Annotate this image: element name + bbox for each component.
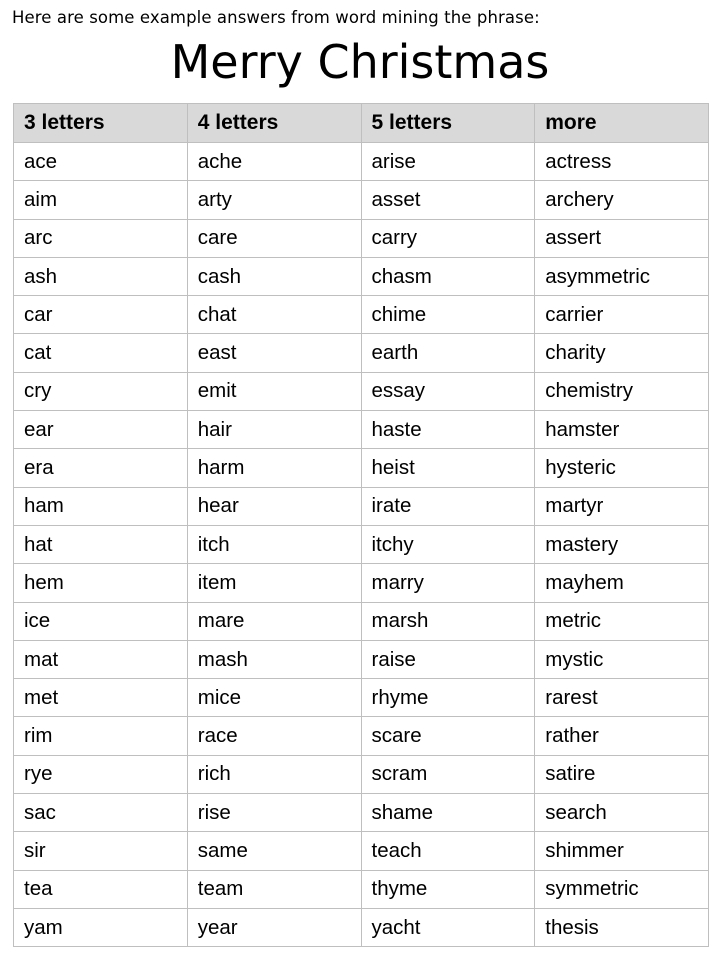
cell-longer-word: martyr <box>535 487 709 525</box>
table-row <box>14 449 709 487</box>
cell-3-letter-word: hem <box>14 564 188 602</box>
cell-5-letter-word: rhyme <box>361 679 535 717</box>
intro-text: Here are some example answers from word mining the phrase: <box>12 8 540 27</box>
cell-longer-word: carrier <box>535 296 709 334</box>
cell-5-letter-word: yacht <box>361 908 535 946</box>
cell-4-letter-word: chat <box>187 296 361 334</box>
cell-4-letter-word: cash <box>187 257 361 295</box>
table-row <box>14 411 709 449</box>
cell-4-letter-word: rise <box>187 794 361 832</box>
cell-longer-word: metric <box>535 602 709 640</box>
cell-longer-word: mastery <box>535 525 709 563</box>
column-header-3-letters: 3 letters <box>14 104 188 143</box>
table-body <box>14 143 709 947</box>
table-row <box>14 296 709 334</box>
table-row <box>14 832 709 870</box>
cell-5-letter-word: carry <box>361 219 535 257</box>
cell-4-letter-word: rich <box>187 755 361 793</box>
cell-4-letter-word: same <box>187 832 361 870</box>
cell-longer-word: thesis <box>535 908 709 946</box>
table-row <box>14 870 709 908</box>
cell-4-letter-word: hear <box>187 487 361 525</box>
cell-4-letter-word: mice <box>187 679 361 717</box>
cell-longer-word: satire <box>535 755 709 793</box>
cell-5-letter-word: scram <box>361 755 535 793</box>
cell-5-letter-word: raise <box>361 640 535 678</box>
cell-3-letter-word: ash <box>14 257 188 295</box>
cell-5-letter-word: chime <box>361 296 535 334</box>
cell-5-letter-word: marry <box>361 564 535 602</box>
column-header-4-letters: 4 letters <box>187 104 361 143</box>
cell-longer-word: rather <box>535 717 709 755</box>
cell-5-letter-word: arise <box>361 143 535 181</box>
cell-3-letter-word: ace <box>14 143 188 181</box>
cell-3-letter-word: ice <box>14 602 188 640</box>
cell-longer-word: charity <box>535 334 709 372</box>
cell-3-letter-word: rye <box>14 755 188 793</box>
cell-3-letter-word: sir <box>14 832 188 870</box>
table-row <box>14 219 709 257</box>
table-row <box>14 602 709 640</box>
cell-4-letter-word: hair <box>187 411 361 449</box>
cell-4-letter-word: ache <box>187 143 361 181</box>
table-row <box>14 640 709 678</box>
cell-5-letter-word: scare <box>361 717 535 755</box>
cell-longer-word: hamster <box>535 411 709 449</box>
cell-5-letter-word: marsh <box>361 602 535 640</box>
cell-5-letter-word: chasm <box>361 257 535 295</box>
cell-5-letter-word: teach <box>361 832 535 870</box>
cell-longer-word: mystic <box>535 640 709 678</box>
cell-5-letter-word: shame <box>361 794 535 832</box>
cell-longer-word: archery <box>535 181 709 219</box>
cell-4-letter-word: care <box>187 219 361 257</box>
cell-longer-word: assert <box>535 219 709 257</box>
cell-longer-word: rarest <box>535 679 709 717</box>
table-row <box>14 679 709 717</box>
table-row <box>14 487 709 525</box>
table-row <box>14 372 709 410</box>
cell-3-letter-word: met <box>14 679 188 717</box>
cell-3-letter-word: ham <box>14 487 188 525</box>
table-row <box>14 525 709 563</box>
cell-4-letter-word: mash <box>187 640 361 678</box>
cell-4-letter-word: team <box>187 870 361 908</box>
cell-3-letter-word: arc <box>14 219 188 257</box>
table-row <box>14 181 709 219</box>
cell-4-letter-word: emit <box>187 372 361 410</box>
cell-3-letter-word: car <box>14 296 188 334</box>
cell-longer-word: search <box>535 794 709 832</box>
cell-5-letter-word: earth <box>361 334 535 372</box>
cell-longer-word: symmetric <box>535 870 709 908</box>
cell-5-letter-word: asset <box>361 181 535 219</box>
cell-3-letter-word: sac <box>14 794 188 832</box>
cell-3-letter-word: cat <box>14 334 188 372</box>
cell-5-letter-word: heist <box>361 449 535 487</box>
cell-3-letter-word: tea <box>14 870 188 908</box>
table-row <box>14 794 709 832</box>
table-row <box>14 334 709 372</box>
cell-5-letter-word: irate <box>361 487 535 525</box>
table-row <box>14 717 709 755</box>
cell-4-letter-word: item <box>187 564 361 602</box>
cell-5-letter-word: thyme <box>361 870 535 908</box>
cell-3-letter-word: hat <box>14 525 188 563</box>
cell-4-letter-word: mare <box>187 602 361 640</box>
cell-4-letter-word: east <box>187 334 361 372</box>
cell-3-letter-word: rim <box>14 717 188 755</box>
column-header-5-letters: 5 letters <box>361 104 535 143</box>
cell-longer-word: shimmer <box>535 832 709 870</box>
cell-longer-word: actress <box>535 143 709 181</box>
table-row <box>14 257 709 295</box>
page-title: Merry Christmas <box>170 35 550 89</box>
cell-3-letter-word: era <box>14 449 188 487</box>
column-header-more: more <box>535 104 709 143</box>
cell-4-letter-word: year <box>187 908 361 946</box>
cell-5-letter-word: essay <box>361 372 535 410</box>
cell-4-letter-word: arty <box>187 181 361 219</box>
cell-longer-word: mayhem <box>535 564 709 602</box>
cell-4-letter-word: race <box>187 717 361 755</box>
cell-longer-word: asymmetric <box>535 257 709 295</box>
cell-5-letter-word: itchy <box>361 525 535 563</box>
table-row <box>14 143 709 181</box>
cell-longer-word: hysteric <box>535 449 709 487</box>
cell-longer-word: chemistry <box>535 372 709 410</box>
word-table <box>13 103 709 947</box>
table-row <box>14 755 709 793</box>
cell-3-letter-word: ear <box>14 411 188 449</box>
table-header-row <box>14 104 709 143</box>
cell-3-letter-word: yam <box>14 908 188 946</box>
cell-4-letter-word: itch <box>187 525 361 563</box>
cell-4-letter-word: harm <box>187 449 361 487</box>
table-row <box>14 564 709 602</box>
cell-3-letter-word: aim <box>14 181 188 219</box>
cell-5-letter-word: haste <box>361 411 535 449</box>
cell-3-letter-word: cry <box>14 372 188 410</box>
table-row <box>14 908 709 946</box>
cell-3-letter-word: mat <box>14 640 188 678</box>
